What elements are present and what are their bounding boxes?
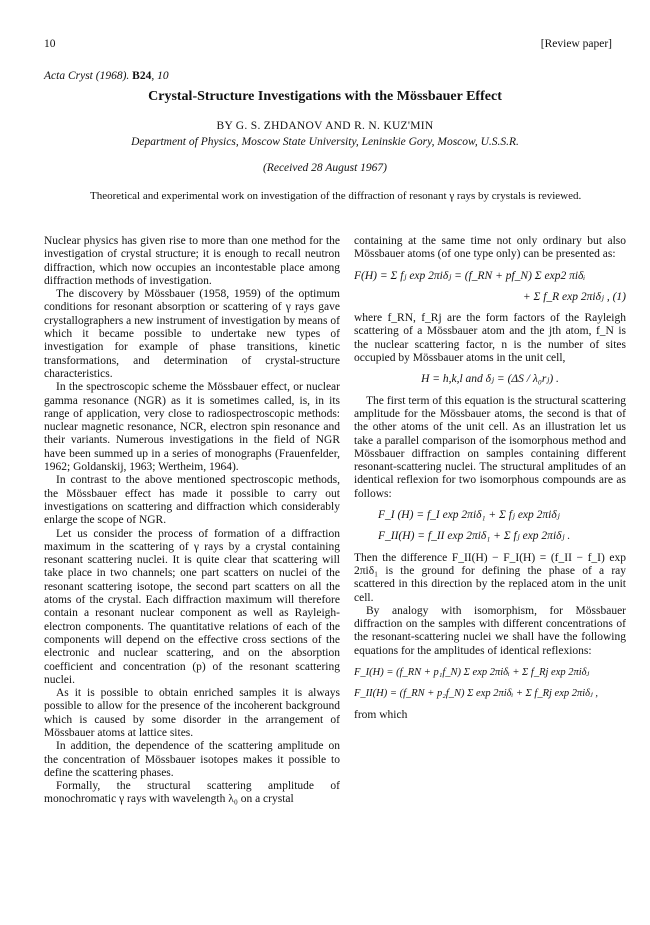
received-date: (Received 28 August 1967) xyxy=(262,162,387,174)
equation-4b: F_II(H) = (f_RN + p₂f_N) Σ exp 2πiδᵢ + Σ f_Rj exp 2πiδⱼ , xyxy=(354,688,599,700)
equation-4a: F_I(H) = (f_RN + p₁f_N) Σ exp 2πiδᵢ + Σ f_Rj exp 2πiδⱼ xyxy=(354,667,590,679)
equation-2: H = h,k,l and δⱼ = (ΔS / λ₀rⱼ) . xyxy=(421,373,559,386)
journal-year: (1968). xyxy=(95,70,130,82)
affiliation: Department of Physics, Moscow State University, Leninskie Gory, Moscow, U.S.S.R. xyxy=(131,136,519,148)
authors: BY G. S. ZHDANOV AND R. N. KUZ'MIN xyxy=(216,120,434,132)
paragraph: from which xyxy=(354,708,408,721)
journal-page: 10 xyxy=(157,70,169,82)
abstract: Theoretical and experimental work on investigation of the diffraction of resonant γ rays by crystals is reviewed. xyxy=(90,190,582,202)
equation-1a: F(H) = Σ fⱼ exp 2πiδⱼ = (f_RN + pf_N) Σ exp2 πiδᵢ xyxy=(354,269,586,282)
paragraph: Formally, the structural scattering amplitude of monochromatic γ rays with wavelength λ₀ on a crystal xyxy=(44,780,340,806)
journal-name: Acta Cryst xyxy=(44,70,93,82)
paragraph: Then the difference F_II(H) − F_I(H) = (f_II − f_I) exp 2πiδ₁ is the ground for defining the phase of a ray scattered in this direction by the replaced atom in the unit cell. xyxy=(354,551,626,604)
equation-3b: F_II(H) = f_II exp 2πiδ₁ + Σ fⱼ exp 2πiδⱼ . xyxy=(378,530,571,543)
paragraph: In the spectroscopic scheme the Mössbauer effect, or nuclear gamma resonance (NGR) as it is sometimes called, is, in its range of application, very close to radiospectroscopic methods: nuclear magnetic resonance, NCR, electron spin resonance and their variants. Numerous investigations in the field of NGR have been summed up in a series of monographs (Frauenfelder, 1962; Goldanskij, 1963; Wertheim, 1964). xyxy=(44,381,340,474)
paper-type-label: [Review paper] xyxy=(540,38,612,50)
paragraph: As it is possible to obtain enriched samples it is always possible to allow for the presence of the incoherent background which is caused by some disorder in the arrangement of Mössbauer atoms at lattice sites. xyxy=(44,687,340,739)
equation-3a: F_I (H) = f_I exp 2πiδ₁ + Σ fⱼ exp 2πiδⱼ xyxy=(378,509,560,522)
right-column xyxy=(354,235,626,722)
paragraph: where f_RN, f_Rj are the form factors of the Rayleigh scattering of a Mössbauer atom and the jth atom, f_N is the nuclear scattering factor, n is the number of sites occupied by Mössbauer atoms in the unit cell, xyxy=(354,312,626,365)
paragraph: The first term of this equation is the structural scattering amplitude for the Mössbauer atoms, the second is that of the other atoms of the unit cell. As an illustration let us take a parallel comparison of the isomorphous method and Mössbauer diffraction on samples containing different resonant-scattering nuclei. The structural amplitudes of an identical reflexion for two isomorphous compounds are as follows: xyxy=(354,394,626,500)
equation-1b: + Σ f_R exp 2πiδⱼ , (1) xyxy=(522,290,626,303)
paragraph: containing at the same time not only ordinary but also Mössbauer atoms (of one type only) can be presented as: xyxy=(354,235,626,261)
paragraph: Let us consider the process of formation of a diffraction maximum in the scattering of γ rays by a crystal containing resonant scattering nuclei. It is quite clear that scattering will take place in two channels; one part scatters on nuclei of the resonant scattering isotope, the second part scatters on all the atoms of the crystal. Each diffraction maximum will therefore contain a resonant nuclear component as well as Rayleigh-electron components. The quantitative relations of each of the components will depend on the effective cross sections of the electronic and nuclear scattering, and on the absorption coefficient and concentration (p) of the resonant scattering nuclei. xyxy=(44,527,340,686)
paragraph: In contrast to the above mentioned spectroscopic methods, the Mössbauer effect has made it possible to carry out investigations on scattering and diffraction which considerably enlarge the scope of NGR. xyxy=(44,474,340,527)
page-number: 10 xyxy=(44,38,56,50)
journal-volume: B24 xyxy=(132,70,152,82)
paragraph: In addition, the dependence of the scattering amplitude on the concentration of Mössbauer isotopes makes it possible to define the scattering phases. xyxy=(44,740,340,779)
paragraph: Nuclear physics has given rise to more than one method for the investigation of crystal structure; it is enough to recall neutron diffraction, which now occupies an incontestable place among diffraction methods of investigation. xyxy=(44,235,340,287)
paragraph: By analogy with isomorphism, for Mössbauer diffraction on the samples with different concentrations of the resonant-scattering nuclei we shall have the following equations for the amplitudes of identical reflexions: xyxy=(354,604,626,657)
journal-citation: Acta Cryst (1968). B24, 10 xyxy=(44,70,169,82)
paper-title: Crystal-Structure Investigations with the Mössbauer Effect xyxy=(148,89,502,104)
paragraph: The discovery by Mössbauer (1958, 1959) of the optimum conditions for resonant absorption or scattering of γ rays gave crystallographers a new instrument of investigation by means of which it became possible to undertake new types of investigation for example of phase transitions, kinetic transformations, and determination of crystal-structure characteristics. xyxy=(44,288,340,380)
left-column xyxy=(44,235,340,807)
